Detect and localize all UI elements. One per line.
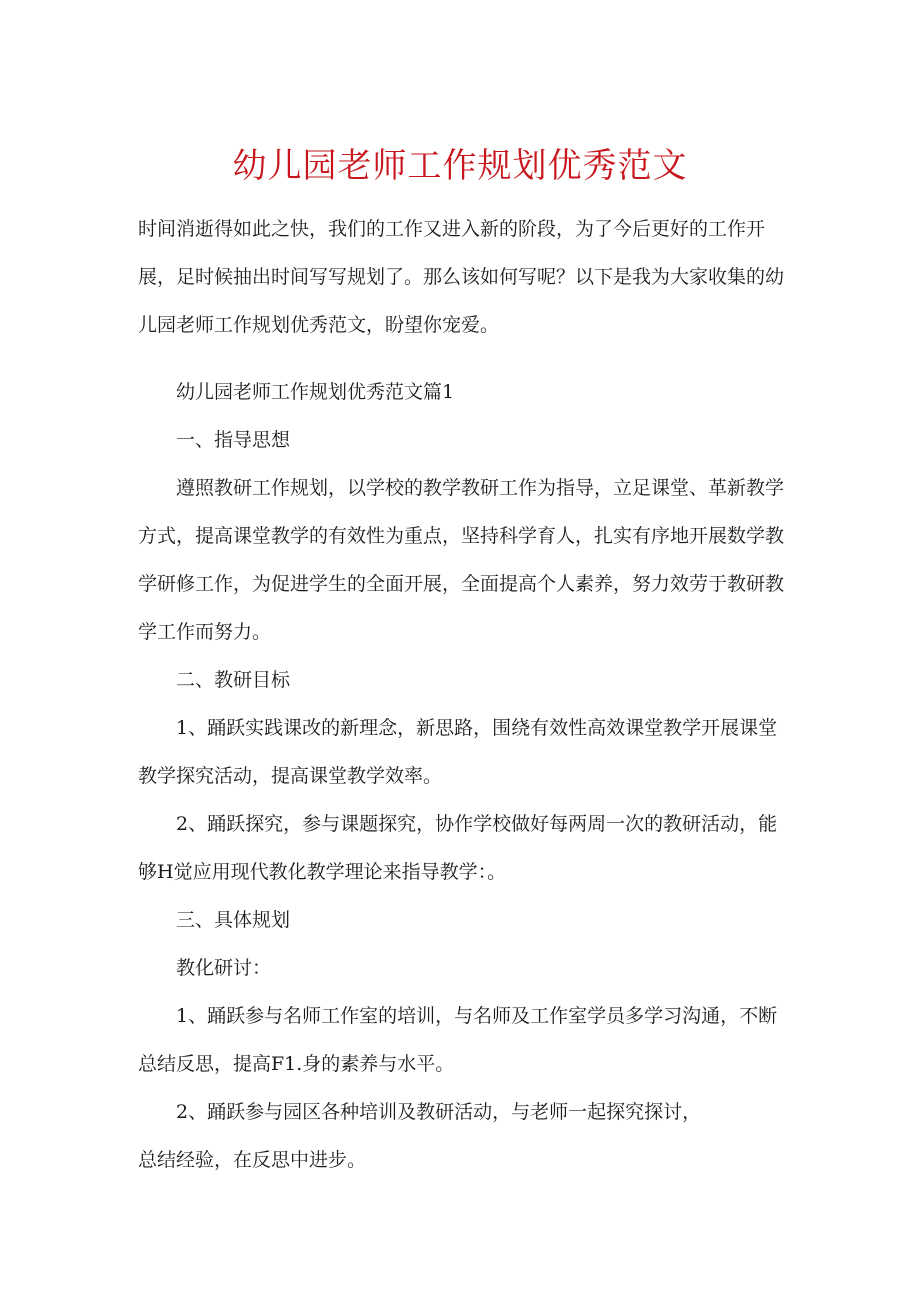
plan-item-1: 1、踊跃参与名师工作室的培训，与名师及工作室学员多学习沟通，不断总结反思，提高F1.身的素养与水平。	[138, 1005, 778, 1075]
section-heading-research-goals: 二、教研目标	[176, 669, 291, 691]
document-title: 幼儿园老师工作规划优秀范文	[232, 146, 688, 186]
plan-item-2-line-2: 总结经验，在反思中进步。	[138, 1149, 367, 1171]
intro-paragraph: 时间消逝得如此之快，我们的工作又进入新的阶段，为了今后更好的工作开展，足时候抽出时间写写规划了。那么该如何写呢？以下是我为大家收集的幼儿园老师工作规划优秀范文，盼望你宠爱。	[138, 218, 785, 336]
plan-item-2-line-1: 2、踊跃参与园区各种培训及教研活动，与老师一起探究探讨，	[176, 1101, 702, 1123]
section-body-guiding-thought: 遵照教研工作规划，以学校的教学教研工作为指导，立足课堂、革新教学方式，提高课堂教学的有效性为重点，坚持科学育人，扎实有序地开展数学教学研修工作，为促进学生的全面开展，全面提高个人素养，努力效劳于教研教学工作而努力。	[138, 477, 785, 643]
section-heading-guiding-thought: 一、指导思想	[176, 429, 291, 451]
subheading-education-research: 教化研讨：	[176, 957, 272, 979]
research-goal-item-1: 1、踊跃实践课改的新理念，新思路，围绕有效性高效课堂教学开展课堂教学探究活动，提高课堂教学效率。	[138, 717, 778, 787]
article-heading: 幼儿园老师工作规划优秀范文篇1	[176, 381, 455, 403]
research-goal-item-2: 2、踊跃探究，参与课题探究，协作学校做好每两周一次的教研活动，能够H觉应用现代教化教学理论来指导教学：。	[138, 813, 778, 883]
section-heading-specific-plan: 三、具体规划	[176, 909, 291, 931]
